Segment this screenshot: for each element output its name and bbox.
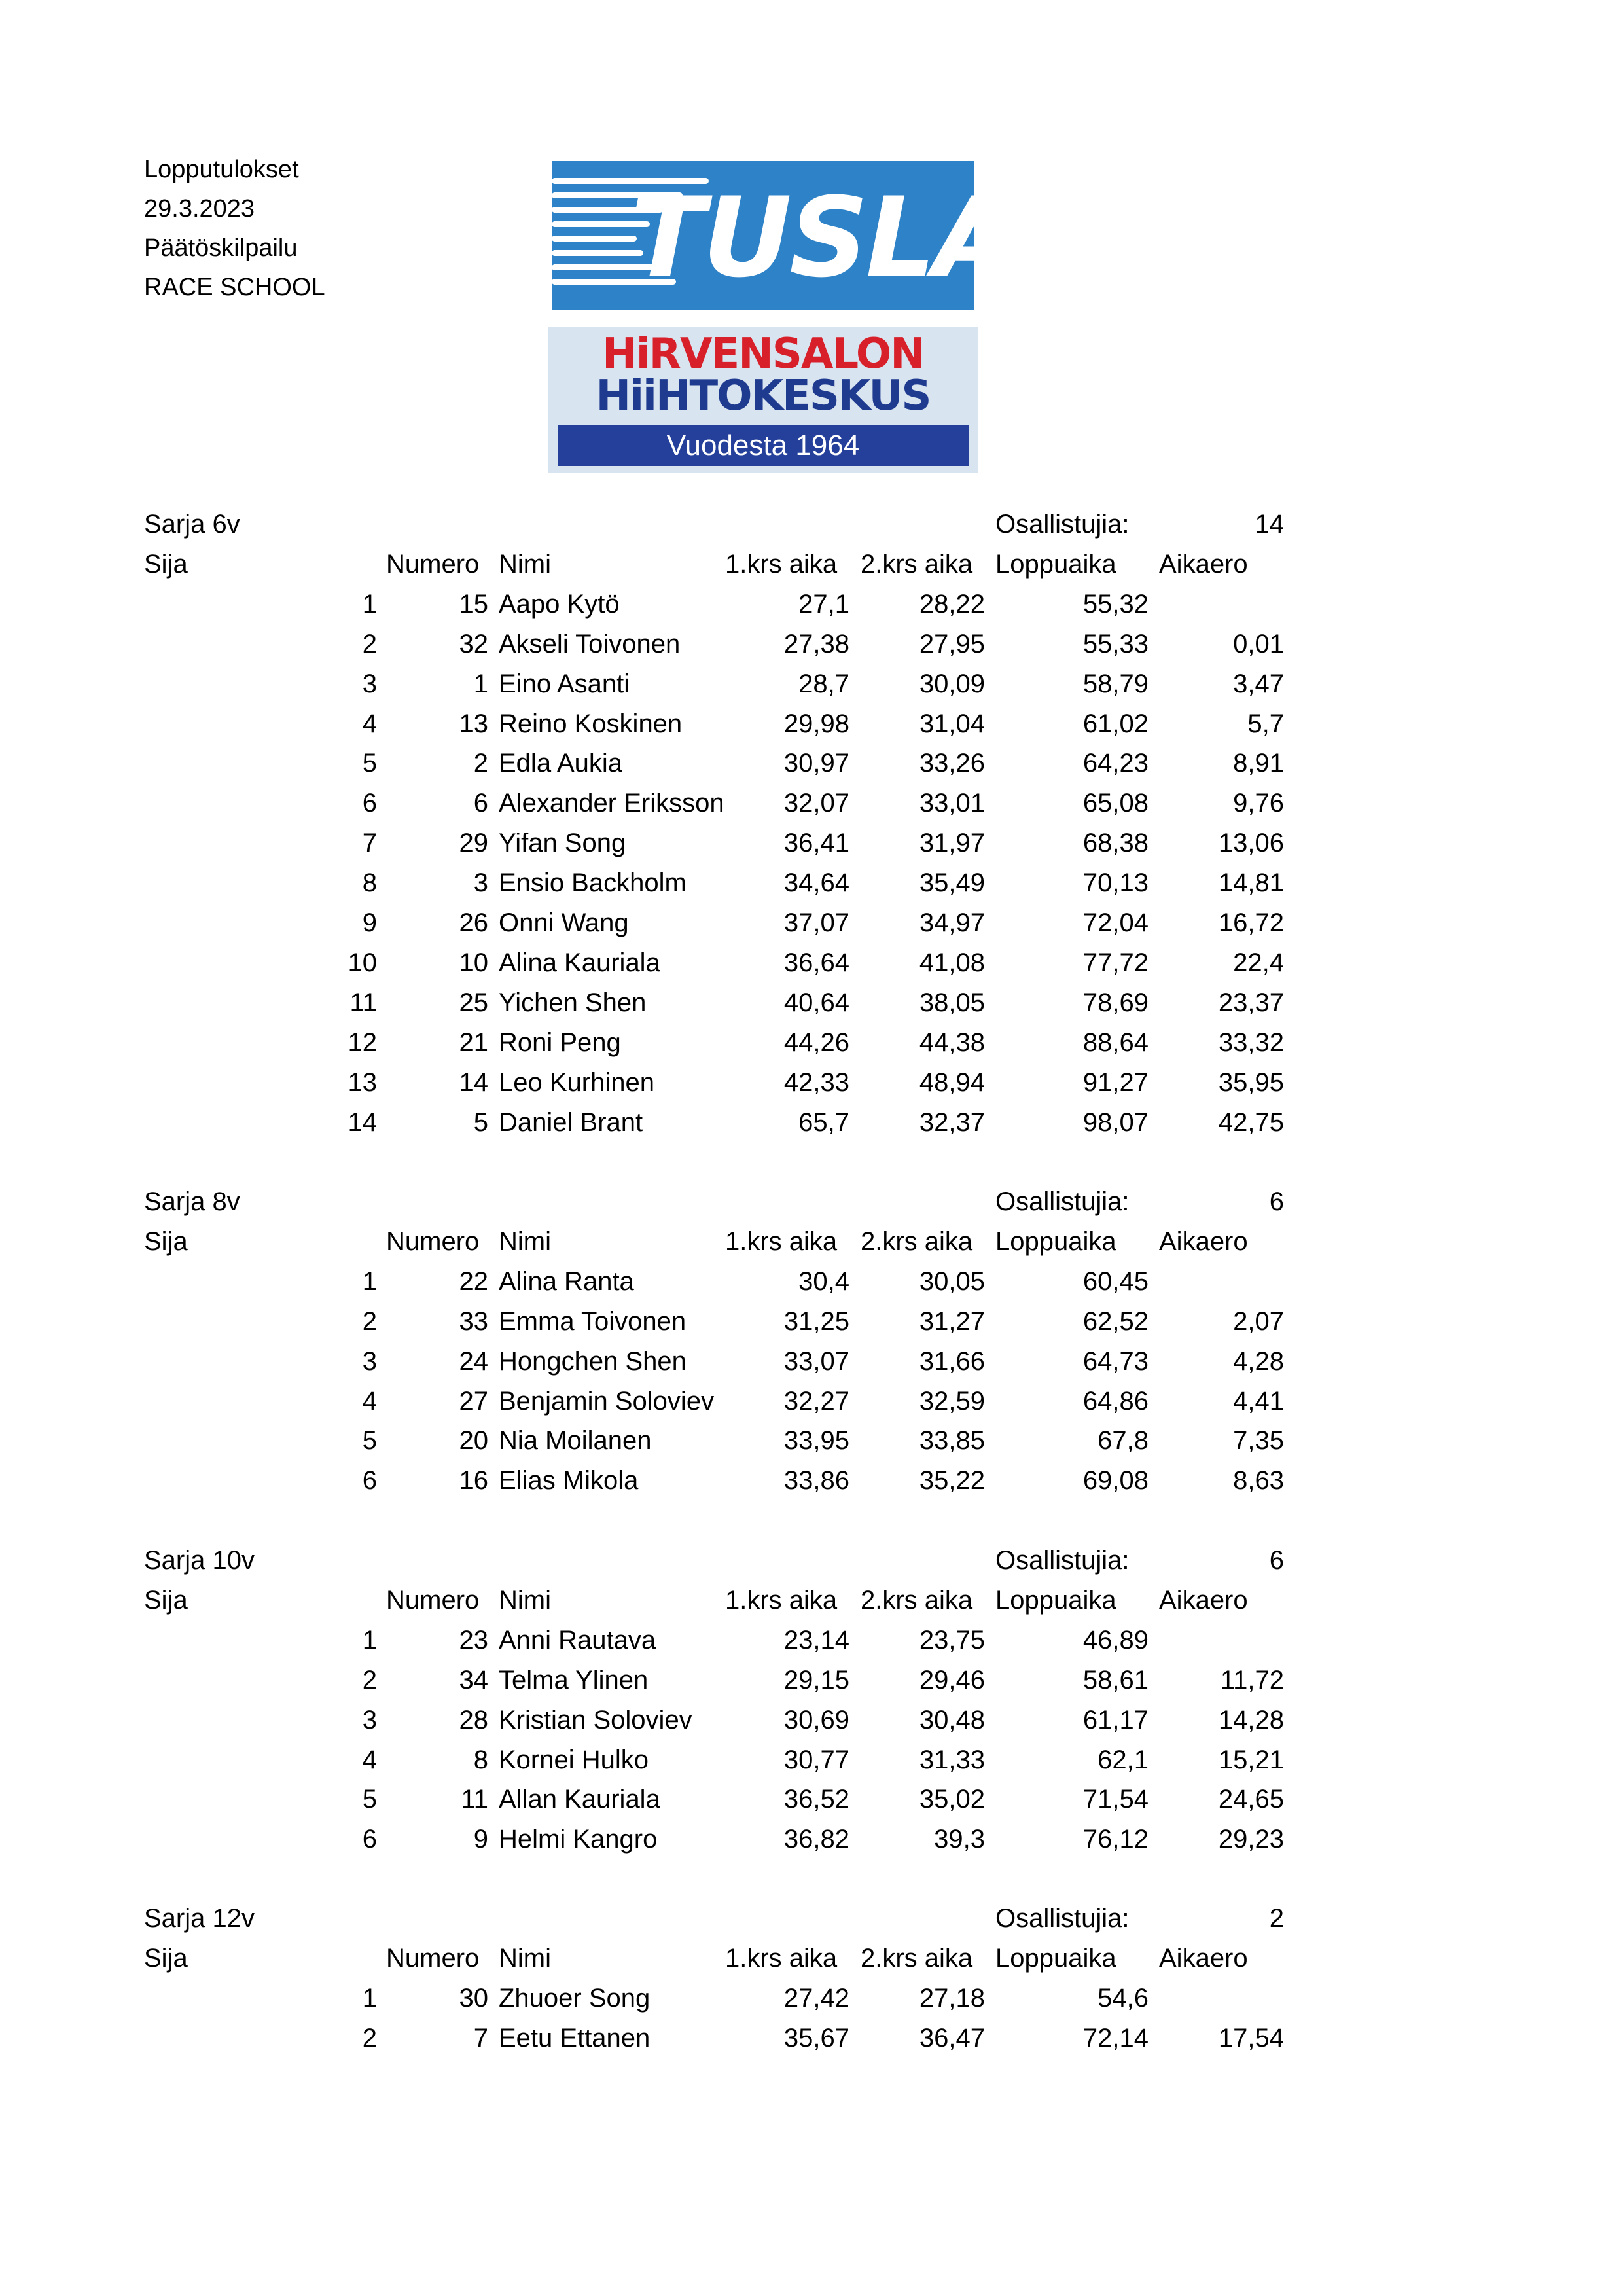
cell-krs2: 32,37	[919, 1108, 985, 1137]
cell-krs2: 33,85	[919, 1426, 985, 1455]
cell-krs1: 30,77	[783, 1746, 849, 1774]
cell-krs1: 30,69	[783, 1706, 849, 1734]
table-row	[0, 823, 1623, 863]
cell-loppuaika: 55,33	[1082, 630, 1149, 658]
cell-loppuaika: 69,08	[1082, 1466, 1149, 1495]
cell-loppuaika: 64,86	[1082, 1387, 1149, 1416]
column-header-nimi: Nimi	[499, 1227, 551, 1256]
column-header-aikaero: Aikaero	[1159, 1943, 1248, 1973]
cell-aikaero: 42,75	[1218, 1108, 1284, 1137]
cell-loppuaika: 61,02	[1082, 709, 1149, 738]
cell-krs2: 29,46	[919, 1666, 985, 1695]
table-row	[0, 1700, 1623, 1740]
series-title-row	[0, 1182, 1623, 1221]
cell-sija: 5	[362, 1785, 377, 1814]
cell-krs2: 23,75	[919, 1626, 985, 1655]
cell-loppuaika: 70,13	[1082, 869, 1149, 897]
header-date: 29.3.2023	[144, 195, 255, 223]
header-event: Päätöskilpailu	[144, 234, 298, 262]
cell-numero: 29	[459, 829, 488, 857]
cell-nimi: Elias Mikola	[499, 1466, 639, 1495]
column-header-loppuaika: Loppuaika	[995, 1585, 1116, 1615]
cell-krs1: 27,1	[798, 590, 849, 619]
cell-loppuaika: 68,38	[1082, 829, 1149, 857]
participants-count: 2	[1269, 1904, 1284, 1933]
cell-loppuaika: 65,08	[1082, 789, 1149, 817]
cell-krs2: 31,97	[919, 829, 985, 857]
cell-sija: 12	[348, 1028, 377, 1057]
cell-nimi: Yichen Shen	[499, 988, 647, 1017]
cell-nimi: Zhuoer Song	[499, 1984, 651, 2013]
cell-krs2: 44,38	[919, 1028, 985, 1057]
cell-aikaero: 9,76	[1233, 789, 1284, 817]
table-row	[0, 704, 1623, 744]
cell-nimi: Edla Aukia	[499, 749, 623, 778]
cell-sija: 4	[362, 709, 377, 738]
cell-numero: 21	[459, 1028, 488, 1057]
table-row	[0, 1103, 1623, 1142]
cell-numero: 7	[473, 2024, 488, 2053]
cell-krs1: 36,82	[783, 1825, 849, 1854]
table-row	[0, 1063, 1623, 1102]
cell-krs2: 36,47	[919, 2024, 985, 2053]
cell-numero: 8	[473, 1746, 488, 1774]
cell-nimi: Kristian Soloviev	[499, 1706, 692, 1734]
table-row	[0, 1820, 1623, 1859]
table-row	[0, 1621, 1623, 1660]
cell-krs2: 48,94	[919, 1068, 985, 1097]
column-header-loppuaika: Loppuaika	[995, 1943, 1116, 1973]
hirvensalon-logo-tagline: Vuodesta 1964	[558, 425, 969, 466]
cell-numero: 32	[459, 630, 488, 658]
cell-sija: 4	[362, 1746, 377, 1774]
cell-krs1: 31,25	[783, 1307, 849, 1336]
cell-krs2: 38,05	[919, 988, 985, 1017]
cell-nimi: Daniel Brant	[499, 1108, 643, 1137]
participants-label: Osallistujia:	[995, 1187, 1130, 1216]
column-header-sija: Sija	[144, 1943, 188, 1973]
cell-krs2: 33,01	[919, 789, 985, 817]
cell-numero: 1	[473, 670, 488, 698]
column-header-aikaero: Aikaero	[1159, 1585, 1248, 1615]
series-name: Sarja 10v	[144, 1546, 255, 1575]
cell-nimi: Eetu Ettanen	[499, 2024, 651, 2053]
cell-loppuaika: 88,64	[1082, 1028, 1149, 1057]
column-header-row	[0, 1581, 1623, 1620]
cell-numero: 30	[459, 1984, 488, 2013]
cell-nimi: Allan Kauriala	[499, 1785, 660, 1814]
table-row	[0, 664, 1623, 704]
column-header-krs1: 1.krs aika	[725, 1943, 838, 1973]
cell-numero: 34	[459, 1666, 488, 1695]
cell-krs1: 36,41	[783, 829, 849, 857]
table-row	[0, 1302, 1623, 1341]
cell-loppuaika: 58,79	[1082, 670, 1149, 698]
cell-aikaero: 13,06	[1218, 829, 1284, 857]
column-header-aikaero: Aikaero	[1159, 1227, 1248, 1256]
cell-sija: 6	[362, 1466, 377, 1495]
participants-label: Osallistujia:	[995, 510, 1130, 539]
cell-nimi: Roni Peng	[499, 1028, 621, 1057]
column-header-aikaero: Aikaero	[1159, 549, 1248, 579]
cell-krs1: 33,95	[783, 1426, 849, 1455]
cell-aikaero: 29,23	[1218, 1825, 1284, 1854]
cell-numero: 33	[459, 1307, 488, 1336]
cell-sija: 6	[362, 789, 377, 817]
cell-numero: 16	[459, 1466, 488, 1495]
cell-loppuaika: 72,14	[1082, 2024, 1149, 2053]
cell-numero: 10	[459, 948, 488, 977]
series-name: Sarja 12v	[144, 1904, 255, 1933]
column-header-sija: Sija	[144, 1585, 188, 1615]
cell-loppuaika: 91,27	[1082, 1068, 1149, 1097]
cell-loppuaika: 72,04	[1082, 908, 1149, 937]
hirvensalon-logo-line1: HiRVENSALON	[602, 330, 924, 378]
cell-nimi: Onni Wang	[499, 908, 629, 937]
cell-aikaero: 15,21	[1218, 1746, 1284, 1774]
cell-krs2: 27,18	[919, 1984, 985, 2013]
header-title: Lopputulokset	[144, 156, 299, 183]
cell-loppuaika: 62,1	[1097, 1746, 1149, 1774]
cell-numero: 13	[459, 709, 488, 738]
column-header-sija: Sija	[144, 549, 188, 579]
cell-aikaero: 4,41	[1233, 1387, 1284, 1416]
column-header-nimi: Nimi	[499, 1943, 551, 1973]
cell-sija: 2	[362, 630, 377, 658]
series-name: Sarja 6v	[144, 510, 240, 539]
cell-aikaero: 5,7	[1247, 709, 1284, 738]
cell-aikaero: 17,54	[1218, 2024, 1284, 2053]
participants-count: 6	[1269, 1187, 1284, 1216]
cell-sija: 2	[362, 1307, 377, 1336]
cell-loppuaika: 76,12	[1082, 1825, 1149, 1854]
cell-sija: 3	[362, 670, 377, 698]
hirvensalon-logo-line2: HiiHTOKESKUS	[596, 372, 931, 420]
cell-krs1: 27,38	[783, 630, 849, 658]
cell-sija: 6	[362, 1825, 377, 1854]
table-row	[0, 1342, 1623, 1381]
cell-krs2: 34,97	[919, 908, 985, 937]
table-row	[0, 744, 1623, 783]
participants-count: 6	[1269, 1546, 1284, 1575]
table-row	[0, 1740, 1623, 1780]
cell-nimi: Ensio Backholm	[499, 869, 687, 897]
cell-krs1: 40,64	[783, 988, 849, 1017]
cell-aikaero: 14,81	[1218, 869, 1284, 897]
cell-krs2: 41,08	[919, 948, 985, 977]
cell-aikaero: 23,37	[1218, 988, 1284, 1017]
cell-loppuaika: 55,32	[1082, 590, 1149, 619]
cell-numero: 5	[473, 1108, 488, 1137]
cell-nimi: Nia Moilanen	[499, 1426, 652, 1455]
column-header-loppuaika: Loppuaika	[995, 549, 1116, 579]
cell-aikaero: 0,01	[1233, 630, 1284, 658]
cell-krs2: 31,66	[919, 1347, 985, 1376]
cell-krs2: 35,49	[919, 869, 985, 897]
table-row	[0, 943, 1623, 982]
cell-krs2: 32,59	[919, 1387, 985, 1416]
cell-krs1: 27,42	[783, 1984, 849, 2013]
cell-sija: 5	[362, 749, 377, 778]
cell-nimi: Yifan Song	[499, 829, 626, 857]
cell-sija: 1	[362, 590, 377, 619]
cell-krs1: 36,52	[783, 1785, 849, 1814]
cell-sija: 3	[362, 1347, 377, 1376]
cell-krs1: 29,98	[783, 709, 849, 738]
cell-loppuaika: 71,54	[1082, 1785, 1149, 1814]
column-header-krs2: 2.krs aika	[861, 549, 973, 579]
cell-krs2: 27,95	[919, 630, 985, 658]
cell-sija: 7	[362, 829, 377, 857]
cell-sija: 3	[362, 1706, 377, 1734]
cell-krs2: 31,04	[919, 709, 985, 738]
cell-nimi: Akseli Toivonen	[499, 630, 681, 658]
hirvensalon-logo	[548, 327, 978, 473]
cell-numero: 27	[459, 1387, 488, 1416]
cell-nimi: Helmi Kangro	[499, 1825, 658, 1854]
table-row	[0, 1780, 1623, 1819]
cell-numero: 22	[459, 1267, 488, 1296]
cell-nimi: Reino Koskinen	[499, 709, 683, 738]
cell-krs1: 36,64	[783, 948, 849, 977]
cell-nimi: Telma Ylinen	[499, 1666, 649, 1695]
column-header-row	[0, 545, 1623, 584]
cell-krs2: 31,33	[919, 1746, 985, 1774]
table-row	[0, 1660, 1623, 1700]
table-row	[0, 1023, 1623, 1062]
cell-sija: 9	[362, 908, 377, 937]
cell-sija: 1	[362, 1984, 377, 2013]
column-header-nimi: Nimi	[499, 549, 551, 579]
column-header-sija: Sija	[144, 1227, 188, 1256]
cell-krs2: 28,22	[919, 590, 985, 619]
cell-loppuaika: 61,17	[1082, 1706, 1149, 1734]
cell-sija: 2	[362, 1666, 377, 1695]
cell-krs1: 30,4	[798, 1267, 849, 1296]
series-title-row	[0, 1541, 1623, 1580]
column-header-krs1: 1.krs aika	[725, 1585, 838, 1615]
cell-aikaero: 24,65	[1218, 1785, 1284, 1814]
cell-krs2: 39,3	[934, 1825, 985, 1854]
column-header-numero: Numero	[386, 1943, 480, 1973]
cell-numero: 6	[473, 789, 488, 817]
cell-sija: 10	[348, 948, 377, 977]
cell-aikaero: 14,28	[1218, 1706, 1284, 1734]
series-title-row	[0, 1899, 1623, 1938]
cell-krs2: 31,27	[919, 1307, 985, 1336]
column-header-loppuaika: Loppuaika	[995, 1227, 1116, 1256]
cell-sija: 1	[362, 1626, 377, 1655]
cell-numero: 14	[459, 1068, 488, 1097]
cell-nimi: Emma Toivonen	[499, 1307, 687, 1336]
column-header-nimi: Nimi	[499, 1585, 551, 1615]
cell-krs2: 30,09	[919, 670, 985, 698]
cell-numero: 24	[459, 1347, 488, 1376]
cell-krs1: 34,64	[783, 869, 849, 897]
cell-krs1: 29,15	[783, 1666, 849, 1695]
cell-numero: 11	[461, 1785, 488, 1814]
header-subtitle: RACE SCHOOL	[144, 274, 325, 301]
table-row	[0, 903, 1623, 942]
cell-krs2: 35,02	[919, 1785, 985, 1814]
cell-aikaero: 11,72	[1220, 1666, 1284, 1695]
cell-sija: 11	[349, 988, 377, 1017]
cell-loppuaika: 60,45	[1082, 1267, 1149, 1296]
cell-numero: 20	[459, 1426, 488, 1455]
cell-numero: 15	[459, 590, 488, 619]
column-header-numero: Numero	[386, 549, 480, 579]
cell-loppuaika: 64,23	[1082, 749, 1149, 778]
cell-numero: 2	[473, 749, 488, 778]
cell-aikaero: 22,4	[1233, 948, 1284, 977]
cell-loppuaika: 58,61	[1082, 1666, 1149, 1695]
table-row	[0, 983, 1623, 1022]
cell-krs1: 44,26	[783, 1028, 849, 1057]
table-row	[0, 584, 1623, 624]
participants-count: 14	[1255, 510, 1284, 539]
cell-sija: 8	[362, 869, 377, 897]
cell-aikaero: 7,35	[1233, 1426, 1284, 1455]
column-header-krs2: 2.krs aika	[861, 1943, 973, 1973]
table-row	[0, 1461, 1623, 1500]
cell-loppuaika: 77,72	[1082, 948, 1149, 977]
cell-aikaero: 35,95	[1218, 1068, 1284, 1097]
column-header-krs2: 2.krs aika	[861, 1585, 973, 1615]
cell-krs1: 32,07	[783, 789, 849, 817]
cell-krs1: 32,27	[783, 1387, 849, 1416]
cell-sija: 14	[348, 1108, 377, 1137]
cell-nimi: Hongchen Shen	[499, 1347, 687, 1376]
cell-aikaero: 8,63	[1233, 1466, 1284, 1495]
column-header-row	[0, 1222, 1623, 1261]
cell-krs2: 30,48	[919, 1706, 985, 1734]
cell-krs1: 33,86	[783, 1466, 849, 1495]
cell-numero: 23	[459, 1626, 488, 1655]
cell-loppuaika: 64,73	[1082, 1347, 1149, 1376]
cell-aikaero: 3,47	[1233, 670, 1284, 698]
cell-krs2: 33,26	[919, 749, 985, 778]
cell-aikaero: 4,28	[1233, 1347, 1284, 1376]
tusla-logo	[552, 161, 1016, 310]
table-row	[0, 1979, 1623, 2018]
cell-aikaero: 33,32	[1218, 1028, 1284, 1057]
cell-sija: 13	[348, 1068, 377, 1097]
cell-nimi: Alexander Eriksson	[499, 789, 724, 817]
participants-label: Osallistujia:	[995, 1546, 1130, 1575]
cell-sija: 4	[362, 1387, 377, 1416]
cell-nimi: Alina Ranta	[499, 1267, 634, 1296]
cell-krs1: 33,07	[783, 1347, 849, 1376]
cell-sija: 1	[362, 1267, 377, 1296]
table-row	[0, 1262, 1623, 1301]
cell-numero: 28	[459, 1706, 488, 1734]
cell-nimi: Kornei Hulko	[499, 1746, 649, 1774]
series-name: Sarja 8v	[144, 1187, 240, 1216]
cell-loppuaika: 46,89	[1082, 1626, 1149, 1655]
cell-loppuaika: 78,69	[1082, 988, 1149, 1017]
cell-krs1: 65,7	[798, 1108, 849, 1137]
cell-aikaero: 2,07	[1233, 1307, 1284, 1336]
cell-nimi: Leo Kurhinen	[499, 1068, 654, 1097]
cell-numero: 3	[473, 869, 488, 897]
participants-label: Osallistujia:	[995, 1904, 1130, 1933]
table-row	[0, 2018, 1623, 2058]
cell-loppuaika: 54,6	[1097, 1984, 1149, 2013]
cell-nimi: Benjamin Soloviev	[499, 1387, 715, 1416]
cell-nimi: Aapo Kytö	[499, 590, 620, 619]
cell-krs1: 37,07	[783, 908, 849, 937]
cell-sija: 2	[362, 2024, 377, 2053]
cell-loppuaika: 62,52	[1082, 1307, 1149, 1336]
column-header-krs2: 2.krs aika	[861, 1227, 973, 1256]
column-header-krs1: 1.krs aika	[725, 1227, 838, 1256]
tusla-logo-text: TUSLA	[630, 173, 1016, 302]
cell-aikaero: 8,91	[1233, 749, 1284, 778]
cell-sija: 5	[362, 1426, 377, 1455]
series-title-row	[0, 505, 1623, 544]
cell-nimi: Eino Asanti	[499, 670, 630, 698]
cell-krs2: 35,22	[919, 1466, 985, 1495]
column-header-krs1: 1.krs aika	[725, 549, 838, 579]
cell-numero: 25	[459, 988, 488, 1017]
column-header-numero: Numero	[386, 1585, 480, 1615]
table-row	[0, 863, 1623, 903]
column-header-numero: Numero	[386, 1227, 480, 1256]
cell-loppuaika: 98,07	[1082, 1108, 1149, 1137]
table-row	[0, 783, 1623, 823]
cell-krs1: 28,7	[798, 670, 849, 698]
cell-krs1: 23,14	[783, 1626, 849, 1655]
table-row	[0, 1421, 1623, 1460]
cell-numero: 26	[459, 908, 488, 937]
cell-krs1: 30,97	[783, 749, 849, 778]
cell-krs1: 35,67	[783, 2024, 849, 2053]
table-row	[0, 1382, 1623, 1421]
cell-krs1: 42,33	[783, 1068, 849, 1097]
cell-numero: 9	[473, 1825, 488, 1854]
column-header-row	[0, 1939, 1623, 1978]
cell-aikaero: 16,72	[1218, 908, 1284, 937]
table-row	[0, 624, 1623, 664]
cell-loppuaika: 67,8	[1097, 1426, 1149, 1455]
cell-krs2: 30,05	[919, 1267, 985, 1296]
cell-nimi: Alina Kauriala	[499, 948, 660, 977]
cell-nimi: Anni Rautava	[499, 1626, 656, 1655]
